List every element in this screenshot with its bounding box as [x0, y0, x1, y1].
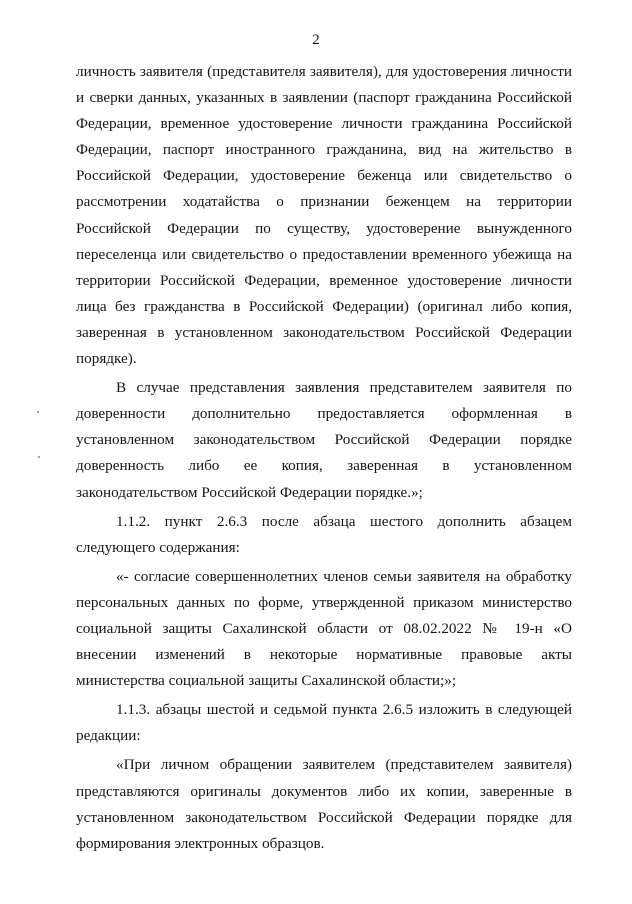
paragraph-identity-documents: личность заявителя (представителя заявителя), для удостоверения личности и сверки данных, указанных в заявлении (паспорт гражданина Российской Федерации, временное удостоверение личности гражданина Российской Федерации, паспорт иностранного гражданина, вид на жительство в Российской Федерации, удостоверение беженца или свидетельство о рассмотрении ходатайства о признании беженцем на территории Российской Федерации по существу, удостоверение вынужденного переселенца или свидетельство о предоставлении временного убежища на территории Российской Федерации, временное удостоверение личности лица без гражданства в Российской Федерации) (оригинал либо копия, заверенная в установленном законодательством Российской Федерации порядке). — [76, 63, 572, 368]
paragraph-personal-appeal: «При личном обращении заявителем (представителем заявителя) представляются оригиналы документов либо их копии, заверенные в установленном законодательством Российской Федерации порядке для формирования электронных образцов. — [76, 756, 572, 852]
document-body — [76, 59, 572, 857]
paragraph-amendment-1-1-2: 1.1.2. пункт 2.6.3 после абзаца шестого дополнить абзацем следующего содержания: — [76, 512, 572, 556]
scan-speck — [37, 411, 39, 413]
scan-speck — [38, 456, 40, 458]
page-number: 2 — [312, 32, 320, 48]
paragraph-amendment-1-1-3: 1.1.3. абзацы шестой и седьмой пункта 2.6.5 изложить в следующей редакции: — [76, 701, 572, 745]
paragraph-representative-proxy: В случае представления заявления представителем заявителя по доверенности дополнительно предоставляется оформленная в установленном законодательством Российской Федерации порядке доверенность либо ее копия, заверенная в установленном законодательством Российской Федерации порядке.»; — [76, 379, 572, 501]
paragraph-consent-family-members: «- согласие совершеннолетних членов семьи заявителя на обработку персональных данных по форме, утвержденной приказом министерство социальной защиты Сахалинской области от 08.02.2022 № 19-н «О внесении изменений в некоторые нормативные правовые акты министерства социальной защиты Сахалинской области;»; — [76, 567, 572, 690]
